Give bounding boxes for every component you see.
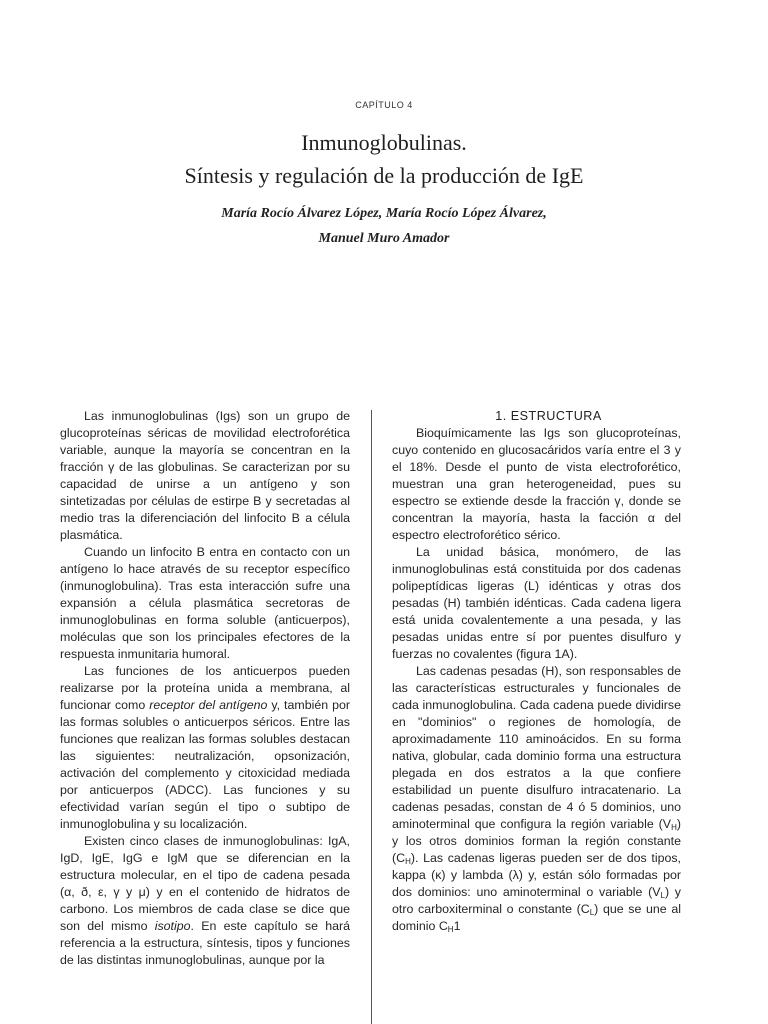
text-run: Las cadenas pesadas (H), son responsables de las características estructurales y funcionales de cada inmunoglobulina. Cada cadena puede dividirse en "dominios" o regiones de homología, de aproximadamente 110 aminoácidos. En su forma nativa, globular, cada dominio forma una estructura plegada en dos estratos a la que confiere estabilidad un puente disulfuro intracatenario. La cadenas pesadas, constan de 4 ó 5 dominios, uno aminoterminal que configura la región variable (V [392, 664, 681, 831]
left-paragraph-2: Cuando un linfocito B entra en contacto con un antígeno lo hace através de su receptor específico (inmunoglobulina). Tras esta interacción sufre una expansión a célula plasmática secretoras de inmunoglobulinas en forma soluble (anticuerpos), moléculas que son los principales efectores de la respuesta inmunitaria humoral. [60, 545, 350, 661]
subscript-l: L [589, 908, 595, 917]
right-paragraph-2: La unidad básica, monómero, de las inmunoglobulinas está constituida por dos cadenas polipeptídicas ligeras (L) idénticas y otras dos pesadas (H) también idénticas. Cada cadena ligera está unida covalentemente a una pesada, y las pesadas unidas entre sí por puentes disulfuro y fuerzas no covalentes (figura 1A). [392, 545, 681, 661]
text-run: ). Las cadenas ligeras pueden ser de dos tipos, kappa (κ) y lambda (λ) y, están sólo formadas por dos dominios: uno aminoterminal o variable (V [392, 851, 681, 899]
right-paragraph-1: Bioquímicamente las Igs son glucoproteínas, cuyo contenido en glucosacáridos varía entre el 3 y el 18%. Desde el punto de vista electroforético, muestran una gran heterogeneidad, pues su espectro se extiende desde la fracción γ, donde se concentran la mayoría, hasta la facción α del espectro electroforético sérico. [392, 426, 681, 542]
left-paragraph-4 [60, 833, 350, 969]
left-column [60, 408, 350, 969]
chapter-label: CAPÍTULO 4 [355, 100, 413, 110]
emphasis-receptor: receptor del antígeno [149, 698, 268, 712]
subscript-h: H [671, 823, 677, 832]
section-heading: 1. ESTRUCTURA [495, 409, 602, 423]
right-column [392, 408, 681, 935]
subscript-l: L [660, 891, 665, 900]
text-run: Las funciones de los anticuerpos pueden realizarse por la proteína unida a membrana, al funcionar como [60, 664, 350, 712]
subscript-h: H [405, 857, 411, 866]
text-run: ) y los otros dominios forman la región constante (C [392, 817, 681, 865]
text-run: y, también por las formas solubles o anticuerpos séricos. Entre las funciones que realizan las formas solubles destacan las siguientes: neutralización, opsonización, activación del complemento y citoxicidad mediada por anticuerpos (ADCC). Las funciones y su efectividad varían según el tipo o subtipo de inmunoglobulina y su localización. [60, 698, 351, 831]
emphasis-isotipo: isotipo [154, 919, 191, 933]
authors-line-1: María Rocío Álvarez López, María Rocío López Álvarez, [221, 206, 547, 221]
text-run: ) que se une al dominio C [392, 902, 681, 933]
left-paragraph-1: Las inmunoglobulinas (Igs) son un grupo de glucoproteínas séricas de movilidad electroforética variable, aunque la mayoría se concentran en la fracción γ de las globulinas. Se caracterizan por su capacidad de unirse a un antígeno y son sintetizadas por células de estirpe B y secretadas al medio tras la diferenciación del linfocito B a célula plasmática. [60, 409, 350, 542]
text-run: ) y otro carboxiterminal o constante (C [392, 885, 681, 916]
left-paragraph-3 [60, 663, 350, 833]
right-paragraph-3 [392, 663, 681, 935]
subscript-h: H [447, 925, 454, 934]
column-divider [371, 410, 372, 1024]
text-run: 1 [453, 919, 461, 933]
authors-line-2: Manuel Muro Amador [318, 231, 450, 246]
title-line-2: Síntesis y regulación de la producción de IgE [184, 163, 584, 188]
title-line-1: Inmunoglobulinas. [301, 130, 467, 155]
authors [0, 201, 768, 251]
text-run: . En este capítulo se hará referencia a la estructura, síntesis, tipos y funciones de las distintas inmunoglobulinas, aunque por la [60, 919, 351, 967]
text-run: Existen cinco clases de inmunoglobulinas: IgA, IgD, IgE, IgG e IgM que se diferencian en la estructura molecular, en el tipo de cadena pesada (α, ð, ε, γ y μ) y en el contenido de hidratos de carbono. Los miembros de cada clase se dice que son del mismo [60, 834, 350, 933]
chapter-title [0, 126, 768, 192]
